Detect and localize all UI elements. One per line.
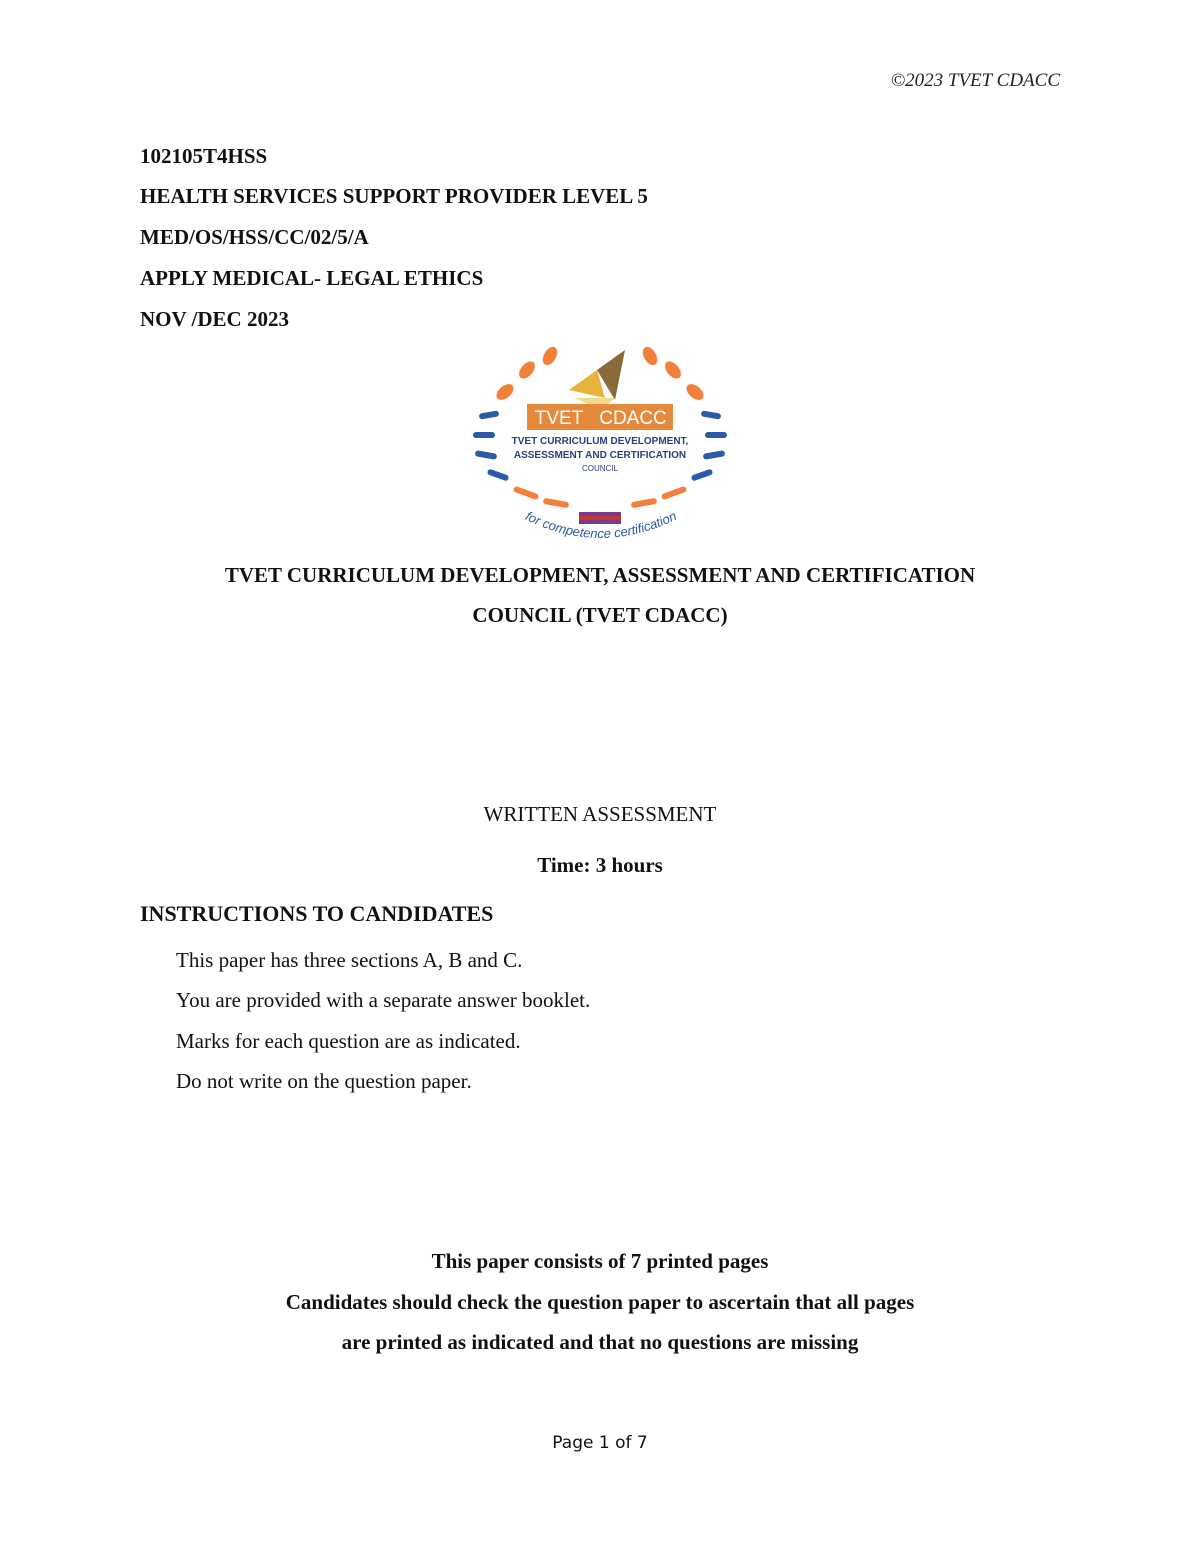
motto-text: for competence certification [523, 508, 679, 542]
logo-line1: TVET CURRICULUM DEVELOPMENT, [511, 436, 689, 447]
instructions-title: INSTRUCTIONS TO CANDIDATES [140, 901, 494, 926]
banner-right-text: CDACC [599, 408, 667, 429]
check-note-line2: are printed as indicated and that no questions are missing [341, 1330, 859, 1354]
logo-line2: ASSESSMENT AND CERTIFICATION [513, 450, 687, 461]
page-number: Page 1 of 7 [552, 1433, 648, 1453]
torch-icon [569, 350, 625, 410]
check-note-line1: Candidates should check the question paper to ascertain that all pages [285, 1290, 915, 1314]
program-name: HEALTH SERVICES SUPPORT PROVIDER LEVEL 5 [140, 184, 648, 208]
assessment-time: Time: 3 hours [537, 853, 663, 877]
council-name-line2: COUNCIL (TVET CDACC) [472, 603, 728, 627]
unit-title: APPLY MEDICAL- LEGAL ETHICS [140, 266, 484, 290]
instruction-item: Do not write on the question paper. [176, 1069, 472, 1093]
instruction-item: Marks for each question are as indicated. [176, 1029, 521, 1053]
flag-badge [579, 512, 621, 524]
tvet-cdacc-logo [465, 340, 735, 552]
assessment-title: WRITTEN ASSESSMENT [483, 802, 717, 826]
copyright-notice: ©2023 TVET CDACC [890, 70, 1060, 91]
banner-left-text: TVET [534, 408, 584, 429]
exam-session: NOV /DEC 2023 [140, 307, 289, 331]
instruction-item: This paper has three sections A, B and C. [176, 948, 523, 972]
logo-line3: COUNCIL [581, 464, 619, 473]
instruction-item: You are provided with a separate answer booklet. [176, 988, 591, 1012]
unit-code: MED/OS/HSS/CC/02/5/A [140, 225, 369, 249]
council-name-line1: TVET CURRICULUM DEVELOPMENT, ASSESSMENT AND CERTIFICATION [224, 563, 976, 587]
pages-note: This paper consists of 7 printed pages [431, 1249, 769, 1273]
paper-code: 102105T4HSS [140, 144, 268, 168]
